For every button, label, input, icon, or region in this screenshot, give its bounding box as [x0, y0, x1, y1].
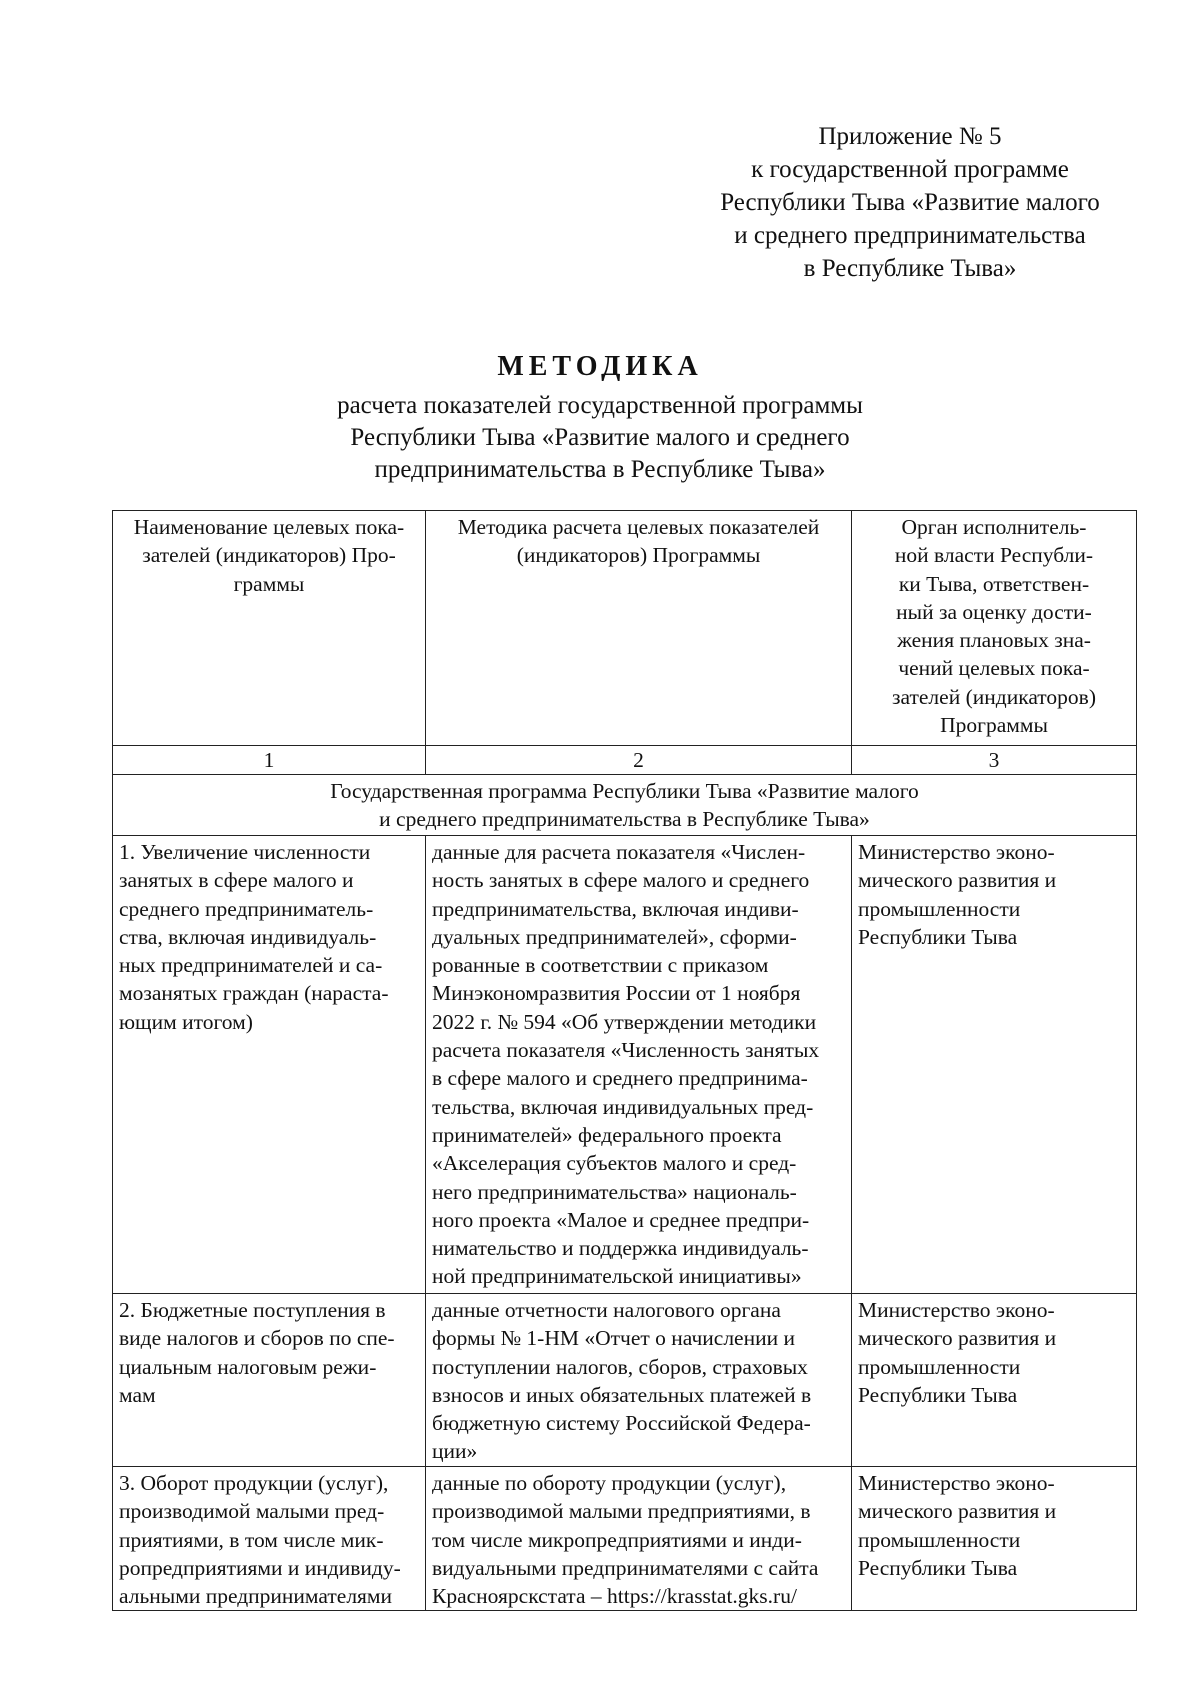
title-line: предпринимательства в Республике Тыва» [374, 456, 826, 483]
cell-line: Министерство эконо- [858, 1298, 1055, 1322]
annex-line: и среднего предпринимательства [734, 222, 1086, 249]
cell-line: циальным налоговым режи- [119, 1354, 377, 1379]
header-line: Программы [940, 713, 1048, 738]
cell-line: промышленности [858, 1354, 1021, 1379]
method-cell [426, 836, 852, 1294]
cell-line: Республики Тыва [858, 1555, 1018, 1580]
header-line: жения плановых зна- [897, 628, 1091, 653]
header-line: Орган исполнитель- [901, 515, 1087, 539]
indicator-cell [113, 836, 426, 1294]
cell-line: ных предпринимателей и са- [119, 953, 383, 978]
authority-cell [852, 1467, 1137, 1611]
cell-line: Республики Тыва [858, 924, 1018, 949]
annex-block [690, 120, 1130, 285]
header-authority [852, 511, 1137, 746]
section-title [113, 775, 1137, 836]
cell-line: мам [119, 1382, 156, 1407]
method-cell [426, 1467, 852, 1611]
annex-line: в Республике Тыва» [803, 255, 1017, 282]
authority-cell [852, 1294, 1137, 1467]
title-line: расчета показателей государственной программы [337, 392, 863, 419]
annex-line: Приложение № 5 [818, 123, 1002, 150]
cell-line: ропредприятиями и индивиду- [119, 1555, 401, 1580]
table-row [113, 1467, 1137, 1611]
section-title-line: Государственная программа Республики Тыва «Развитие малого [330, 779, 919, 803]
cell-line: мического развития и [858, 1326, 1057, 1351]
cell-line: Республики Тыва [858, 1382, 1018, 1407]
indicator-cell [113, 1467, 426, 1611]
cell-line: Красноярскстата – https://krasstat.gks.ru/ [432, 1584, 797, 1609]
cell-line: ства, включая индивидуаль- [119, 924, 377, 949]
column-number-row [113, 746, 1137, 775]
header-line: чений целевых пока- [898, 656, 1090, 681]
header-line: зателей (индикаторов) [892, 684, 1096, 709]
section-title-line: и среднего предпринимательства в Республике Тыва» [379, 807, 870, 832]
indicator-cell [113, 1294, 426, 1467]
column-number: 3 [852, 746, 1137, 775]
method-cell [426, 1294, 852, 1467]
cell-line: поступлении налогов, сборов, страховых [432, 1354, 808, 1379]
cell-line: Минэкономразвития России от 1 ноября [432, 981, 801, 1006]
methodology-table [112, 510, 1137, 1611]
header-line: (индикаторов) Программы [516, 543, 761, 568]
cell-line: 2022 г. № 594 «Об утверждении методики [432, 1009, 817, 1034]
header-line: Методика расчета целевых показателей [457, 515, 820, 539]
cell-line: тельства, включая индивидуальных пред- [432, 1094, 814, 1119]
cell-line: промышленности [858, 896, 1021, 921]
cell-line: ного проекта «Малое и среднее предпри- [432, 1207, 810, 1232]
cell-line: 3. Оборот продукции (услуг), [119, 1471, 389, 1495]
table-header-row [113, 511, 1137, 746]
title-line: Республики Тыва «Развитие малого и среднего [350, 424, 850, 451]
cell-line: рованные в соответствии с приказом [432, 953, 769, 978]
header-line: зателей (индикаторов) Про- [142, 543, 396, 568]
cell-line: ность занятых в сфере малого и среднего [432, 868, 810, 893]
cell-line: промышленности [858, 1527, 1021, 1552]
cell-line: мического развития и [858, 868, 1057, 893]
cell-line: принимателей» федерального проекта [432, 1122, 782, 1147]
cell-line: нимательство и поддержка индивидуаль- [432, 1236, 809, 1261]
cell-line: производимой малыми предприятиями, в [432, 1499, 811, 1524]
cell-line: 1. Увеличение численности [119, 840, 371, 864]
cell-line: мозанятых граждан (нараста- [119, 981, 389, 1006]
document-title [250, 350, 950, 486]
table-row [113, 1294, 1137, 1467]
cell-line: Министерство эконо- [858, 1471, 1055, 1495]
title-heading: МЕТОДИКА [497, 351, 703, 382]
cell-line: ющим итогом) [119, 1009, 253, 1034]
cell-line: альными предпринимателями [119, 1584, 393, 1609]
cell-line: расчета показателя «Численность занятых [432, 1038, 820, 1063]
cell-line: 2. Бюджетные поступления в [119, 1298, 386, 1322]
cell-line: в сфере малого и среднего предпринима- [432, 1066, 808, 1091]
cell-line: виде налогов и сборов по спе- [119, 1326, 395, 1351]
cell-line: видуальными предпринимателями с сайта [432, 1555, 819, 1580]
annex-line: Республики Тыва «Развитие малого [720, 189, 1100, 216]
header-line: Наименование целевых пока- [133, 515, 405, 539]
cell-line: том числе микропредприятиями и инди- [432, 1527, 802, 1552]
cell-line: формы № 1-НМ «Отчет о начислении и [432, 1326, 795, 1351]
authority-cell [852, 836, 1137, 1294]
header-line: ный за оценку дости- [896, 599, 1092, 624]
header-line: граммы [233, 571, 305, 596]
cell-line: дуальных предпринимателей», сформи- [432, 924, 797, 949]
column-number: 1 [113, 746, 426, 775]
header-indicator-name [113, 511, 426, 746]
cell-line: Министерство эконо- [858, 840, 1055, 864]
annex-line: к государственной программе [751, 156, 1069, 183]
cell-line: взносов и иных обязательных платежей в [432, 1382, 812, 1407]
cell-line: предпринимательства, включая индиви- [432, 896, 799, 921]
cell-line: среднего предприниматель- [119, 896, 374, 921]
column-number: 2 [426, 746, 852, 775]
table-row [113, 836, 1137, 1294]
cell-line: занятых в сфере малого и [119, 868, 354, 893]
cell-line: данные отчетности налогового органа [432, 1298, 781, 1322]
cell-line: данные для расчета показателя «Числен- [432, 840, 806, 864]
cell-line: приятиями, в том числе мик- [119, 1527, 384, 1552]
cell-line: него предпринимательства» националь- [432, 1179, 797, 1204]
cell-line: ной предпринимательской инициативы» [432, 1264, 802, 1289]
header-line: ки Тыва, ответствен- [898, 571, 1090, 596]
cell-line: мического развития и [858, 1499, 1057, 1524]
cell-line: данные по обороту продукции (услуг), [432, 1471, 787, 1495]
cell-line: производимой малыми пред- [119, 1499, 385, 1524]
cell-line: бюджетную систему Российской Федера- [432, 1411, 811, 1436]
section-title-row [113, 775, 1137, 836]
header-methodology [426, 511, 852, 746]
cell-line: ции» [432, 1439, 478, 1464]
header-line: ной власти Республи- [894, 543, 1094, 568]
cell-line: «Акселерация субъектов малого и сред- [432, 1151, 797, 1176]
